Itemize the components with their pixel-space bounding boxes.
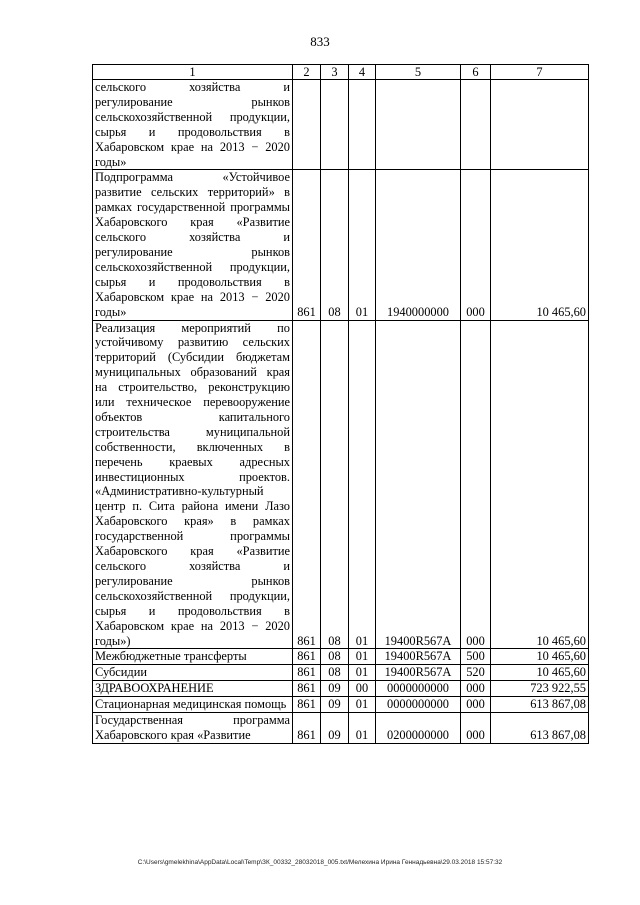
cell-col6: 000 [461, 170, 491, 320]
row-description-text: Стационарная медицинская помощь [95, 697, 287, 712]
row-description [93, 713, 293, 744]
header-row [93, 65, 589, 80]
cell-col5: 19400R567A [376, 320, 461, 649]
row-description [93, 697, 293, 713]
cell-col5: 0000000000 [376, 697, 461, 713]
cell-col2 [293, 80, 321, 170]
cell-col5: 0200000000 [376, 713, 461, 744]
cell-col4: 01 [349, 665, 376, 681]
cell-col5: 1940000000 [376, 170, 461, 320]
row-description-text: Субсидии [95, 665, 147, 680]
row-description-text: ЗДРАВООХРАНЕНИЕ [95, 681, 214, 696]
cell-col6: 000 [461, 713, 491, 744]
row-description-text: Межбюджетные трансферты [95, 649, 247, 664]
table-row [93, 681, 589, 697]
cell-col4: 01 [349, 697, 376, 713]
cell-col4: 01 [349, 320, 376, 649]
header-cell: 1 [93, 65, 293, 80]
header-cell: 2 [293, 65, 321, 80]
row-description-text: сельского хозяйства и регулирование рынков сельскохозяйственной продукции, сырья и продовольствия в Хабаровском крае на 2013 − 2020 годы» [95, 80, 290, 169]
row-description-text: Подпрограмма «Устойчивое развитие сельских территорий» в рамках государственной программы Хабаровского края «Развитие сельского хозяйства и регулирование рынков сельскохозяйственной продукции, сырья и продовольствия в Хабаровском крае на 2013 − 2020 годы» [95, 170, 290, 319]
cell-col5: 19400R567A [376, 649, 461, 665]
cell-col5: 0000000000 [376, 681, 461, 697]
cell-col3: 08 [321, 170, 349, 320]
header-cell: 5 [376, 65, 461, 80]
cell-col7: 10 465,60 [491, 170, 589, 320]
header-cell: 7 [491, 65, 589, 80]
row-description-text: Реализация мероприятий по устойчивому развитию сельских территорий (Субсидии бюджетам муниципальных образований края на строительство, реконструкцию или техническое перевооружение объектов капитального строительства муниципальной собственности, включенных в перечень краевых адресных инвестиционных проектов. «Административно-культурный центр п. Сита района имени Лазо Хабаровского края» в рамках государственной программы Хабаровского края «Развитие сельского хозяйства и регулирование рынков сельскохозяйственной продукции, сырья и продовольствия в Хабаровском крае на 2013 − 2020 годы») [95, 320, 290, 648]
page-number: 833 [310, 34, 330, 49]
table-row [93, 649, 589, 665]
table-row [93, 80, 589, 170]
cell-col3: 09 [321, 681, 349, 697]
row-description [93, 665, 293, 681]
cell-col2: 861 [293, 665, 321, 681]
row-description [93, 320, 293, 649]
row-description [93, 80, 293, 170]
cell-col3: 09 [321, 697, 349, 713]
cell-col6: 000 [461, 320, 491, 649]
table-row [93, 170, 589, 320]
table-row [93, 697, 589, 713]
cell-col4: 00 [349, 681, 376, 697]
cell-col7: 613 867,08 [491, 713, 589, 744]
cell-col7 [491, 80, 589, 170]
cell-col5 [376, 80, 461, 170]
cell-col3: 08 [321, 649, 349, 665]
header-cell: 3 [321, 65, 349, 80]
cell-col6 [461, 80, 491, 170]
cell-col3: 08 [321, 320, 349, 649]
cell-col7: 10 465,60 [491, 320, 589, 649]
row-description [93, 681, 293, 697]
cell-col5: 19400R567A [376, 665, 461, 681]
footer-file-path: C:\Users\gmelekhina\AppData\Local\Temp\ЗК_00332_28032018_005.txt/Мелехина Ирина Геннадьевна\29.03.2018 15:57:32 [137, 859, 503, 866]
table-row [93, 665, 589, 681]
row-description-text: Государственная программа Хабаровского края «Развитие [95, 713, 290, 742]
cell-col4: 01 [349, 713, 376, 744]
row-description [93, 649, 293, 665]
cell-col7: 10 465,60 [491, 649, 589, 665]
header-cell: 4 [349, 65, 376, 80]
table-row [93, 320, 589, 649]
budget-table [92, 64, 589, 744]
cell-col3: 08 [321, 665, 349, 681]
cell-col6: 520 [461, 665, 491, 681]
cell-col6: 000 [461, 697, 491, 713]
cell-col2: 861 [293, 170, 321, 320]
cell-col2: 861 [293, 320, 321, 649]
cell-col6: 500 [461, 649, 491, 665]
cell-col7: 10 465,60 [491, 665, 589, 681]
cell-col3 [321, 80, 349, 170]
cell-col2: 861 [293, 649, 321, 665]
row-description [93, 170, 293, 320]
cell-col4: 01 [349, 649, 376, 665]
cell-col6: 000 [461, 681, 491, 697]
cell-col2: 861 [293, 713, 321, 744]
cell-col4: 01 [349, 170, 376, 320]
cell-col4 [349, 80, 376, 170]
table-row [93, 713, 589, 744]
header-cell: 6 [461, 65, 491, 80]
cell-col7: 723 922,55 [491, 681, 589, 697]
cell-col2: 861 [293, 697, 321, 713]
cell-col7: 613 867,08 [491, 697, 589, 713]
cell-col3: 09 [321, 713, 349, 744]
cell-col2: 861 [293, 681, 321, 697]
